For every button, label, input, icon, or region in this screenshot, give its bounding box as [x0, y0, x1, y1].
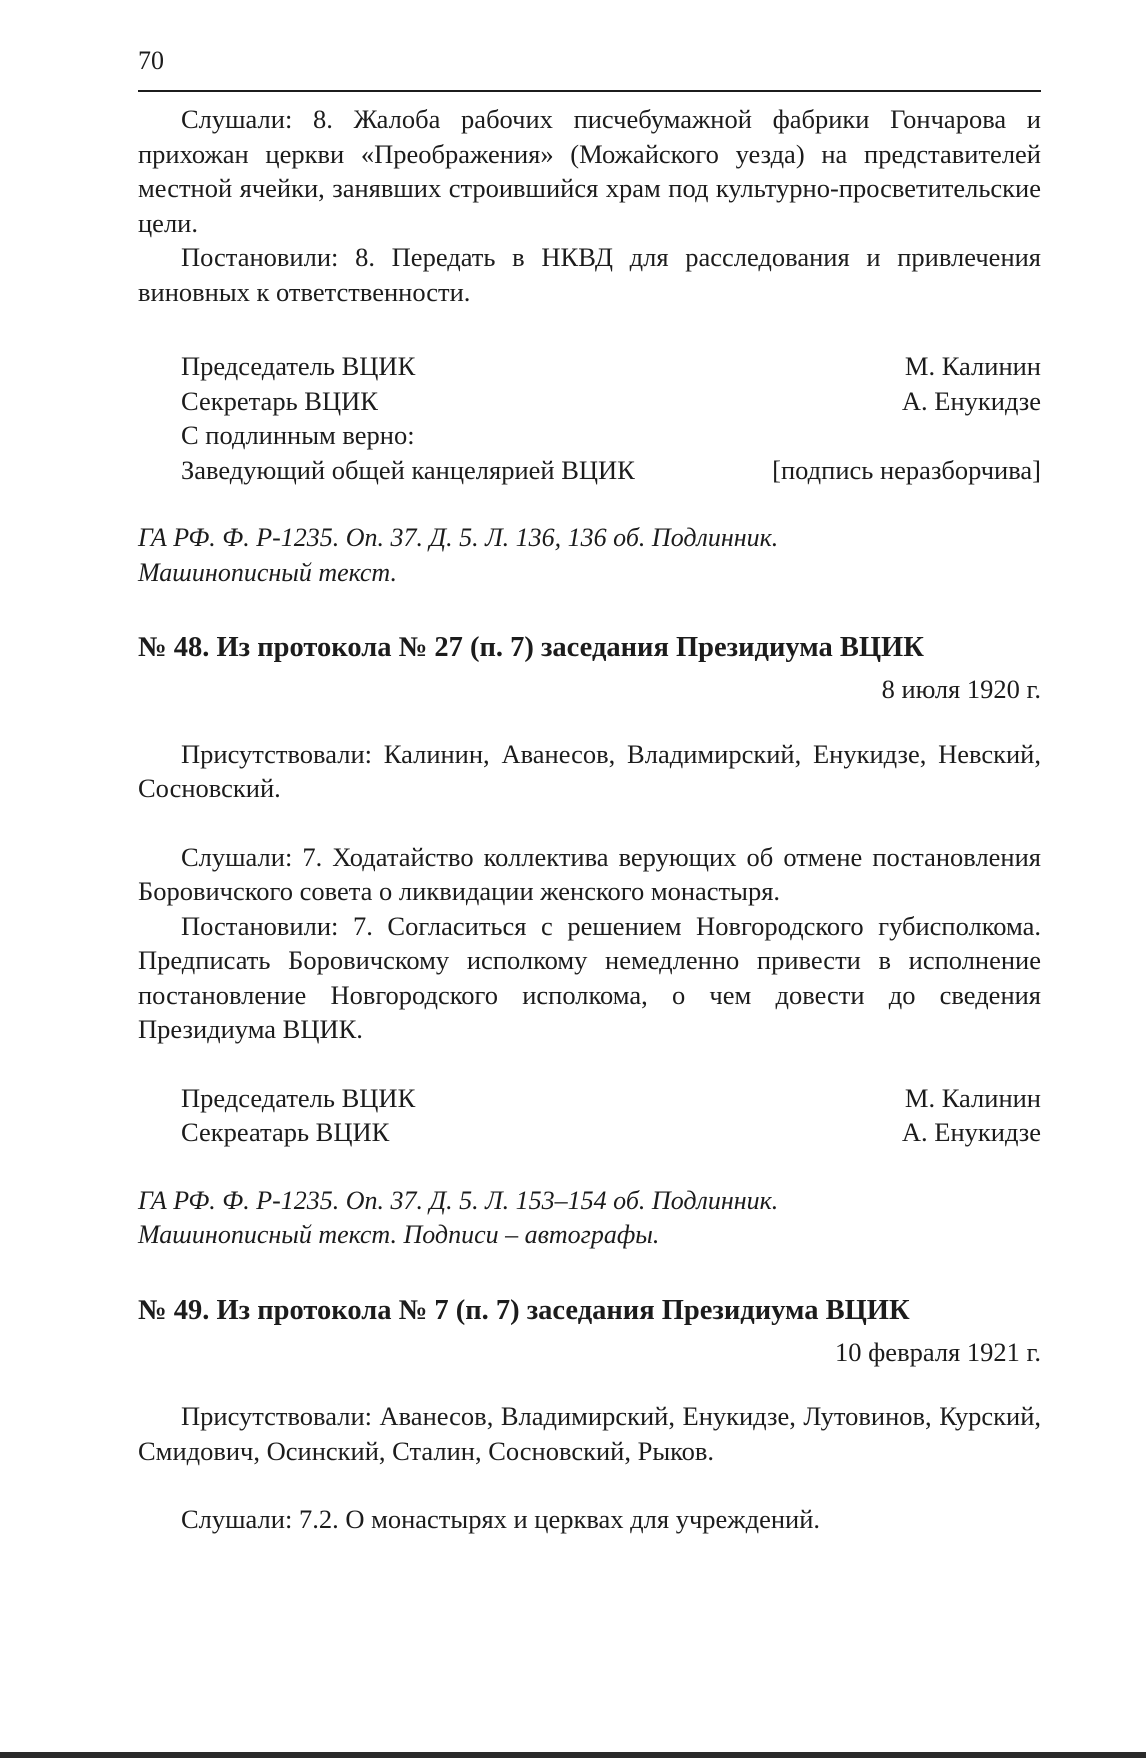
source-line: Машинописный текст. Подписи – автографы.	[138, 1220, 660, 1249]
signature-block-2	[138, 1081, 1041, 1150]
archival-source-1	[138, 521, 1041, 590]
decided-item-8: Постановили: 8. Передать в НКВД для расследования и привлечения виновных к ответственности.	[138, 242, 1041, 307]
source-line: Машинописный текст.	[138, 557, 397, 587]
doc-48-heading: № 48. Из протокола № 27 (п. 7) заседания Президиума ВЦИК	[138, 632, 924, 663]
bottom-edge-rule	[0, 1752, 1146, 1758]
doc-49-present: Присутствовали: Аванесов, Владимирский, Енукидзе, Лутовинов, Курский, Смидович, Осинский, Сталин, Сосновский, Рыков.	[138, 1401, 1041, 1466]
signature-row-chair	[181, 349, 1041, 384]
signature-row-true-copy	[181, 418, 1041, 453]
signature-block-1	[138, 349, 1041, 487]
doc-49-heading: № 49. Из протокола № 7 (п. 7) заседания Президиума ВЦИК	[138, 1294, 910, 1326]
secretary-name: А. Енукидзе	[901, 385, 1041, 416]
office-head-name: [подпись неразборчива]	[772, 454, 1041, 485]
doc-48-present: Присутствовали: Калинин, Аванесов, Владимирский, Енукидзе, Невский, Сосновский.	[138, 738, 1041, 803]
signature-row-chair	[181, 1081, 1041, 1116]
header-rule	[138, 90, 1041, 92]
heard-item-8: Слушали: 8. Жалоба рабочих писчебумажной фабрики Гончарова и прихожан церкви «Преображения» (Можайского уезда) на представителей местной ячейки, занявших строившийся храм под культурно-просветительские цели.	[138, 104, 1041, 238]
secretary-name: А. Енукидзе	[901, 1117, 1041, 1147]
chair-title: Председатель ВЦИК	[181, 351, 416, 381]
signature-row-secretary	[181, 384, 1041, 419]
chair-name: М. Калинин	[904, 351, 1041, 381]
source-line: ГА РФ. Ф. Р-1235. Оп. 37. Д. 5. Л. 153–154 об. Подлинник.	[138, 1185, 779, 1215]
doc-49-heard: Слушали: 7.2. О монастырях и церквах для учреждений.	[181, 1504, 821, 1534]
signature-row-office-head	[181, 453, 1041, 488]
doc-48-heard: Слушали: 7. Ходатайство коллектива верующих об отмене постановления Боровичского совета о ликвидации женского монастыря.	[138, 841, 1041, 906]
doc-48-date: 8 июля 1920 г.	[881, 674, 1041, 704]
signature-row-secretary	[181, 1115, 1041, 1150]
doc-48-decided: Постановили: 7. Согласиться с решением Новгородского губисполкома. Предписать Боровичскому исполкому немедленно привести в исполнение постановление Новгородского исполкома, о чем довести до сведения Президиума ВЦИК.	[138, 910, 1041, 1044]
true-copy-label: С подлинным верно:	[181, 420, 415, 450]
page-content	[138, 102, 1041, 1537]
secretary-title: Секретарь ВЦИК	[181, 385, 378, 416]
doc-49-date: 10 февраля 1921 г.	[835, 1336, 1041, 1367]
secretary-title: Секреатарь ВЦИК	[181, 1117, 390, 1147]
page-number: 70	[138, 46, 164, 75]
office-head-title: Заведующий общей канцелярией ВЦИК	[181, 454, 635, 485]
chair-title: Председатель ВЦИК	[181, 1082, 416, 1113]
chair-name: М. Калинин	[904, 1082, 1041, 1113]
archival-source-2	[138, 1184, 1041, 1253]
source-line: ГА РФ. Ф. Р-1235. Оп. 37. Д. 5. Л. 136, 136 об. Подлинник.	[138, 523, 779, 552]
